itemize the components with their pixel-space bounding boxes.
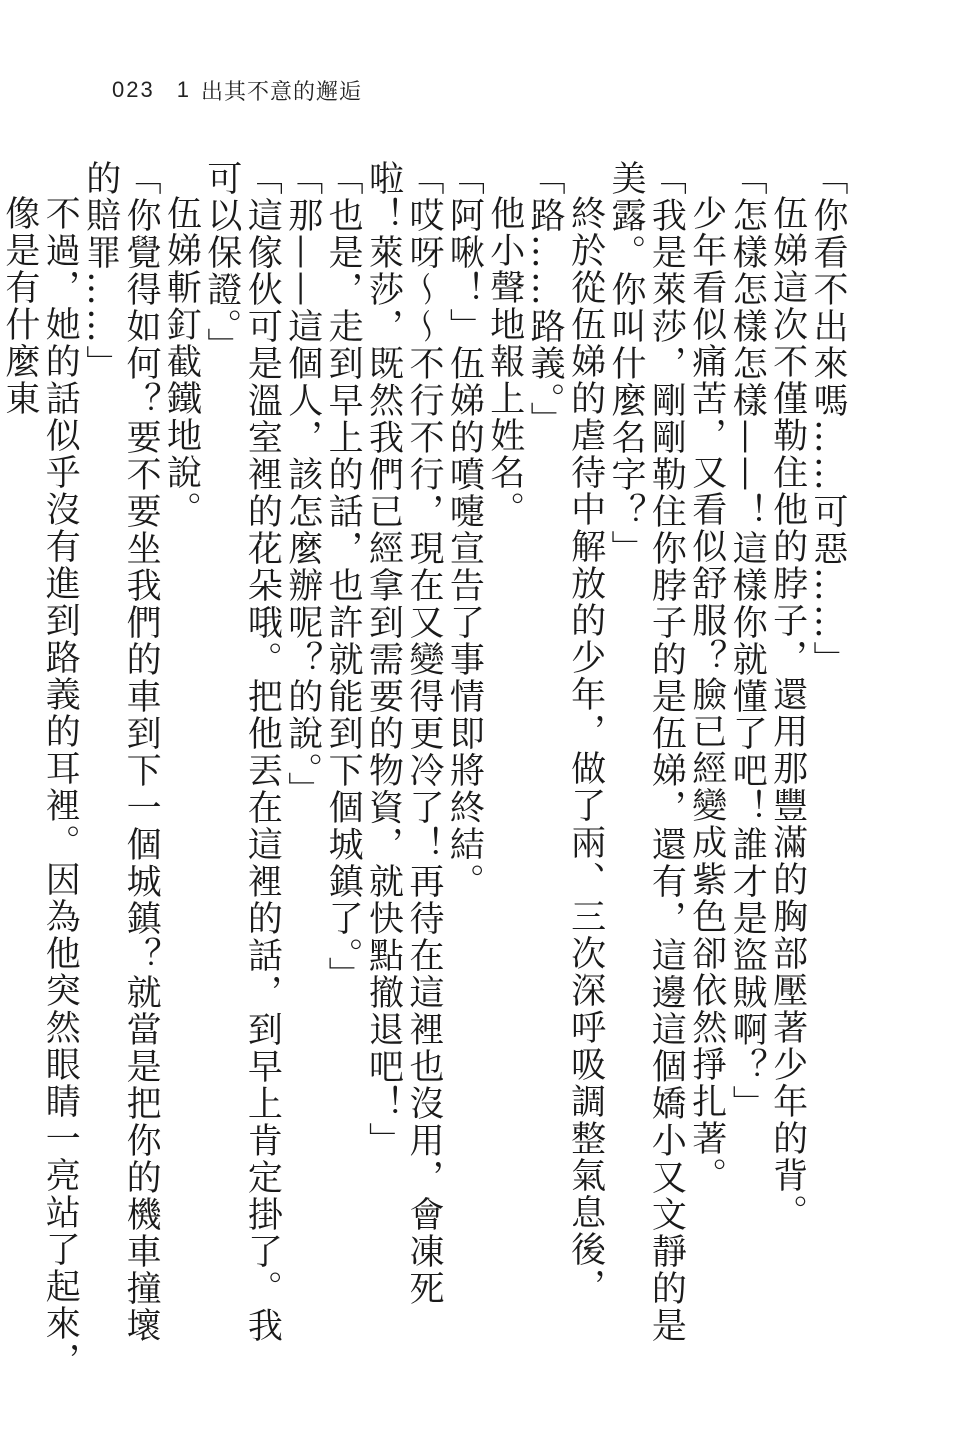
paragraph-8: 他小聲地報上姓名。	[484, 195, 525, 528]
paragraph-7: 「路……路義。」	[525, 160, 566, 439]
chapter-number: 1	[176, 77, 191, 102]
paragraph-3: 「怎樣怎樣怎樣——！這樣你就懂了吧！誰才是盜賊啊？」	[727, 160, 768, 1122]
page-number: 023	[112, 77, 155, 102]
paragraph-5: 「我是萊莎，剛剛勒住你脖子的是伍娣，還有，這邊這個嬌小又文靜的是美露。你叫什麼名字？」	[605, 160, 687, 1344]
paragraph-9: 「阿啾！」伍娣的噴嚏宣告了事情即將終結。	[444, 160, 485, 900]
chapter-title: 出其不意的邂逅	[200, 79, 362, 105]
body-text	[0, 160, 848, 1380]
paragraph-1: 「你看不出來嗎……可惡……」	[808, 160, 848, 678]
paragraph-11: 「也是，走到早上的話，也許就能到下個城鎮了。」	[323, 160, 364, 994]
paragraph-4: 少年看似痛苦，又看似舒服？臉已經變成紫色卻依然掙扎著。	[686, 195, 727, 1194]
running-header	[112, 70, 362, 110]
paragraph-2: 伍娣這次不僅勒住他的脖子，還用那豐滿的胸部壓著少年的背。	[767, 195, 808, 1231]
paragraph-13: 「這傢伙可是溫室裡的花朵哦。把他丟在這裡的話，到早上肯定掛了。我可以保證。」	[201, 160, 283, 1344]
paragraph-15: 「你覺得如何？要不要坐我們的車到下一個城鎮？就當是把你的機車撞壞的賠罪……」	[80, 160, 162, 1344]
paragraph-12: 「那——這個人，該怎麼辦呢？的說。」	[282, 160, 323, 809]
paragraph-14: 伍娣斬釘截鐵地說。	[161, 195, 202, 528]
paragraph-16: 不過，她的話似乎沒有進到路義的耳裡。因為他突然眼睛一亮站了起來，像是有什麼東	[0, 195, 81, 1379]
paragraph-6: 終於從伍娣的虐待中解放的少年，做了兩、三次深呼吸調整氣息後，	[565, 195, 606, 1305]
paragraph-10: 「哎呀～～不行不行，現在又變得更冷了！再待在這裡也沒用，會凍死啦！萊莎，既然我們已經拿到需要的物資，就快點撤退吧！」	[363, 160, 444, 1307]
